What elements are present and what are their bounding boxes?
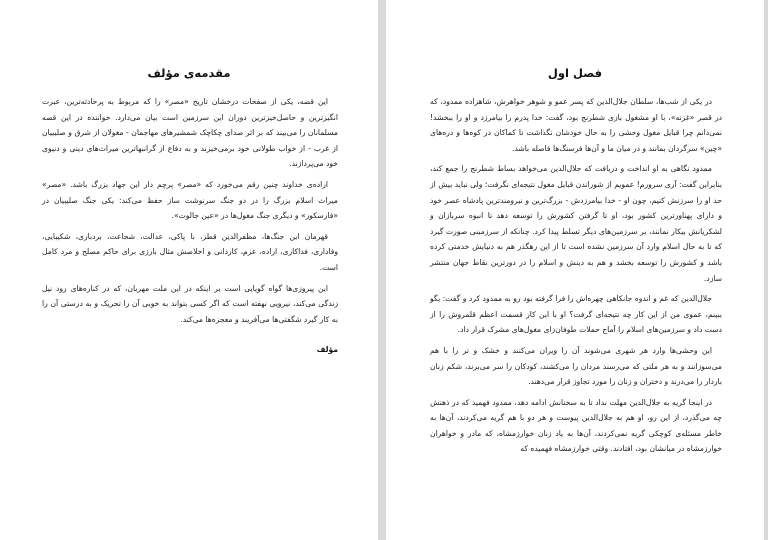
paragraph: این وحشی‌ها وارد هر شهری می‌شوند آن را ویران می‌کنند و خشک و تر را با هم می‌سوزانند و به هر ملتی که می‌رسند مردان را می‌کشند، کودکان را سر می‌برند، شکم زنان باردار را می‌درند و دختران و زنان را مورد تجاوز قرار می‌دهند.	[430, 345, 722, 387]
paragraph: ممدود نگاهی به او انداخت و دریافت که جلال‌الدین می‌خواهد بساط شطرنج را جمع کند، بنابراین گفت: آری سرورم! عمویم از شوراندن قبایل مغول نتیجه‌ای نگرفت؛ ولی نباید بیش از حد او را سرزنش کنیم، چون او - خدا بیامرزدش - بزرگ‌ترین و نیرومندترین پادشاه عصر خود و دارای پهناورترین کشور بود، او تا گرفتن کشورش را توسعه دهد تا انبوه سربازان و لشکریانش بیکار نمانند، بر سرزمین‌های دیگر تسلط پیدا کرد. چنانکه از سرزمینی صورت گیرد که تا به حال اسلام وارد آن سرزمین نشده است تا از این رهگذر هم به دنیایش خدمتی کرده باشد و کشورش را توسعه بخشد و هم به دینش و اسلام را در دورترین نقاط جهان منتشر سازد.	[430, 164, 722, 283]
page-body	[42, 94, 338, 332]
page-body	[430, 94, 722, 462]
paragraph: قهرمان این جنگ‌ها، مظفرالدین قطز، با پاکی، عدالت، شجاعت، بردباری، شکیبایی، وفاداری، فداکاری، اراده، عزم، کاردانی و اخلاصش مثال بارزی برای حاکم مصلح و مرد کامل است.	[42, 231, 338, 272]
right-page	[386, 0, 764, 540]
paragraph: در یکی از شب‌ها، سلطان جلال‌الدین که پسر عمو و شوهر خواهرش، شاهزاده ممدود، که در قصر «غزنه»، با او مشغول بازی شطرنج بود، گفت: خدا پدرم را بیامرزد و او را ببخشد! نمی‌دانم چرا قبایل مغول وحشی را به حال خودشان نگذاشت تا کماکان در کوه‌ها و دره‌های «چین» سرگردان بمانند و در میان ما و آن‌ها فرسنگ‌ها فاصله باشد.	[430, 97, 722, 153]
page-title: مقدمه‌ی مؤلف	[147, 66, 231, 80]
paragraph: جلال‌الدین که غم و اندوه جانکاهی چهره‌اش را فرا گرفته بود رو به ممدود کرد و گفت: بگو ببینم، عموی من از این کار چه نتیجه‌ای گرفت؟ او با این کار قسمت اعظم قلمروش را از دست داد و سرزمین‌های اسلام را آماج حملات طوفان‌زای مغول‌های مشرک قرار داد.	[430, 294, 722, 335]
paragraph: در اینجا گریه به جلال‌الدین مهلت نداد تا به سخنانش ادامه دهد، ممدود فهمید که در ذهنش چه می‌گذرد، از این رو، او هم به جلال‌الدین پیوست و هر دو با هم گریه می‌کردند، آن‌ها به خاطر مسئله‌ی کوچکی گریه نمی‌کردند، آن‌ها به یاد زنان خوارزمشاه، که مادر و خواهران خوارزمشاه در میانشان بود، افتادند. وقتی خوارزمشاه فهمیده که	[430, 397, 722, 454]
paragraph: این قصه، یکی از صفحات درخشان تاریخ «مصر» را که مربوط به پرحادثه‌ترین، عبرت انگیزترین و حاصل‌خیزترین دوران این سرزمین است بیان می‌دارد. خواننده در این قصه مسلمانان را می‌بیند که بر اثر صدای چکاچک شمشیرهای مهاجمان - مغولان از شرق و صلیبیان از غرب - از خواب طولانی خود برمی‌خیزند و به دفاع از گرانبهاترین میراث‌های دینی و دنیوی خود می‌پردازند.	[42, 97, 338, 169]
paragraph: این پیروزی‌ها گواه گویایی است بر اینکه در این ملت مهربان، که در کناره‌های رود نیل زندگی می‌کند، نیرویی نهفته است که اگر کسی بتواند به خوبی آن را تحریک و به درستی آن را به کار گیرد شگفتی‌ها می‌آفریند و معجزه‌ها می‌کند.	[42, 283, 338, 324]
chapter-title: فصل اول	[547, 66, 603, 80]
author-signature: مؤلف	[316, 345, 338, 354]
left-page	[0, 0, 378, 540]
paragraph: اراده‌ی خداوند چنین رقم می‌خورد که «مصر» پرچم دار این جهاد بزرگ باشد. «مصر» میراث اسلام بزرگ را در دو جنگ سرنوشت ساز حفظ می‌کند: یکی جنگ صلیبیان در «فارسکور» و دیگری جنگ مغول‌ها در «عین جالوت».	[42, 179, 338, 221]
